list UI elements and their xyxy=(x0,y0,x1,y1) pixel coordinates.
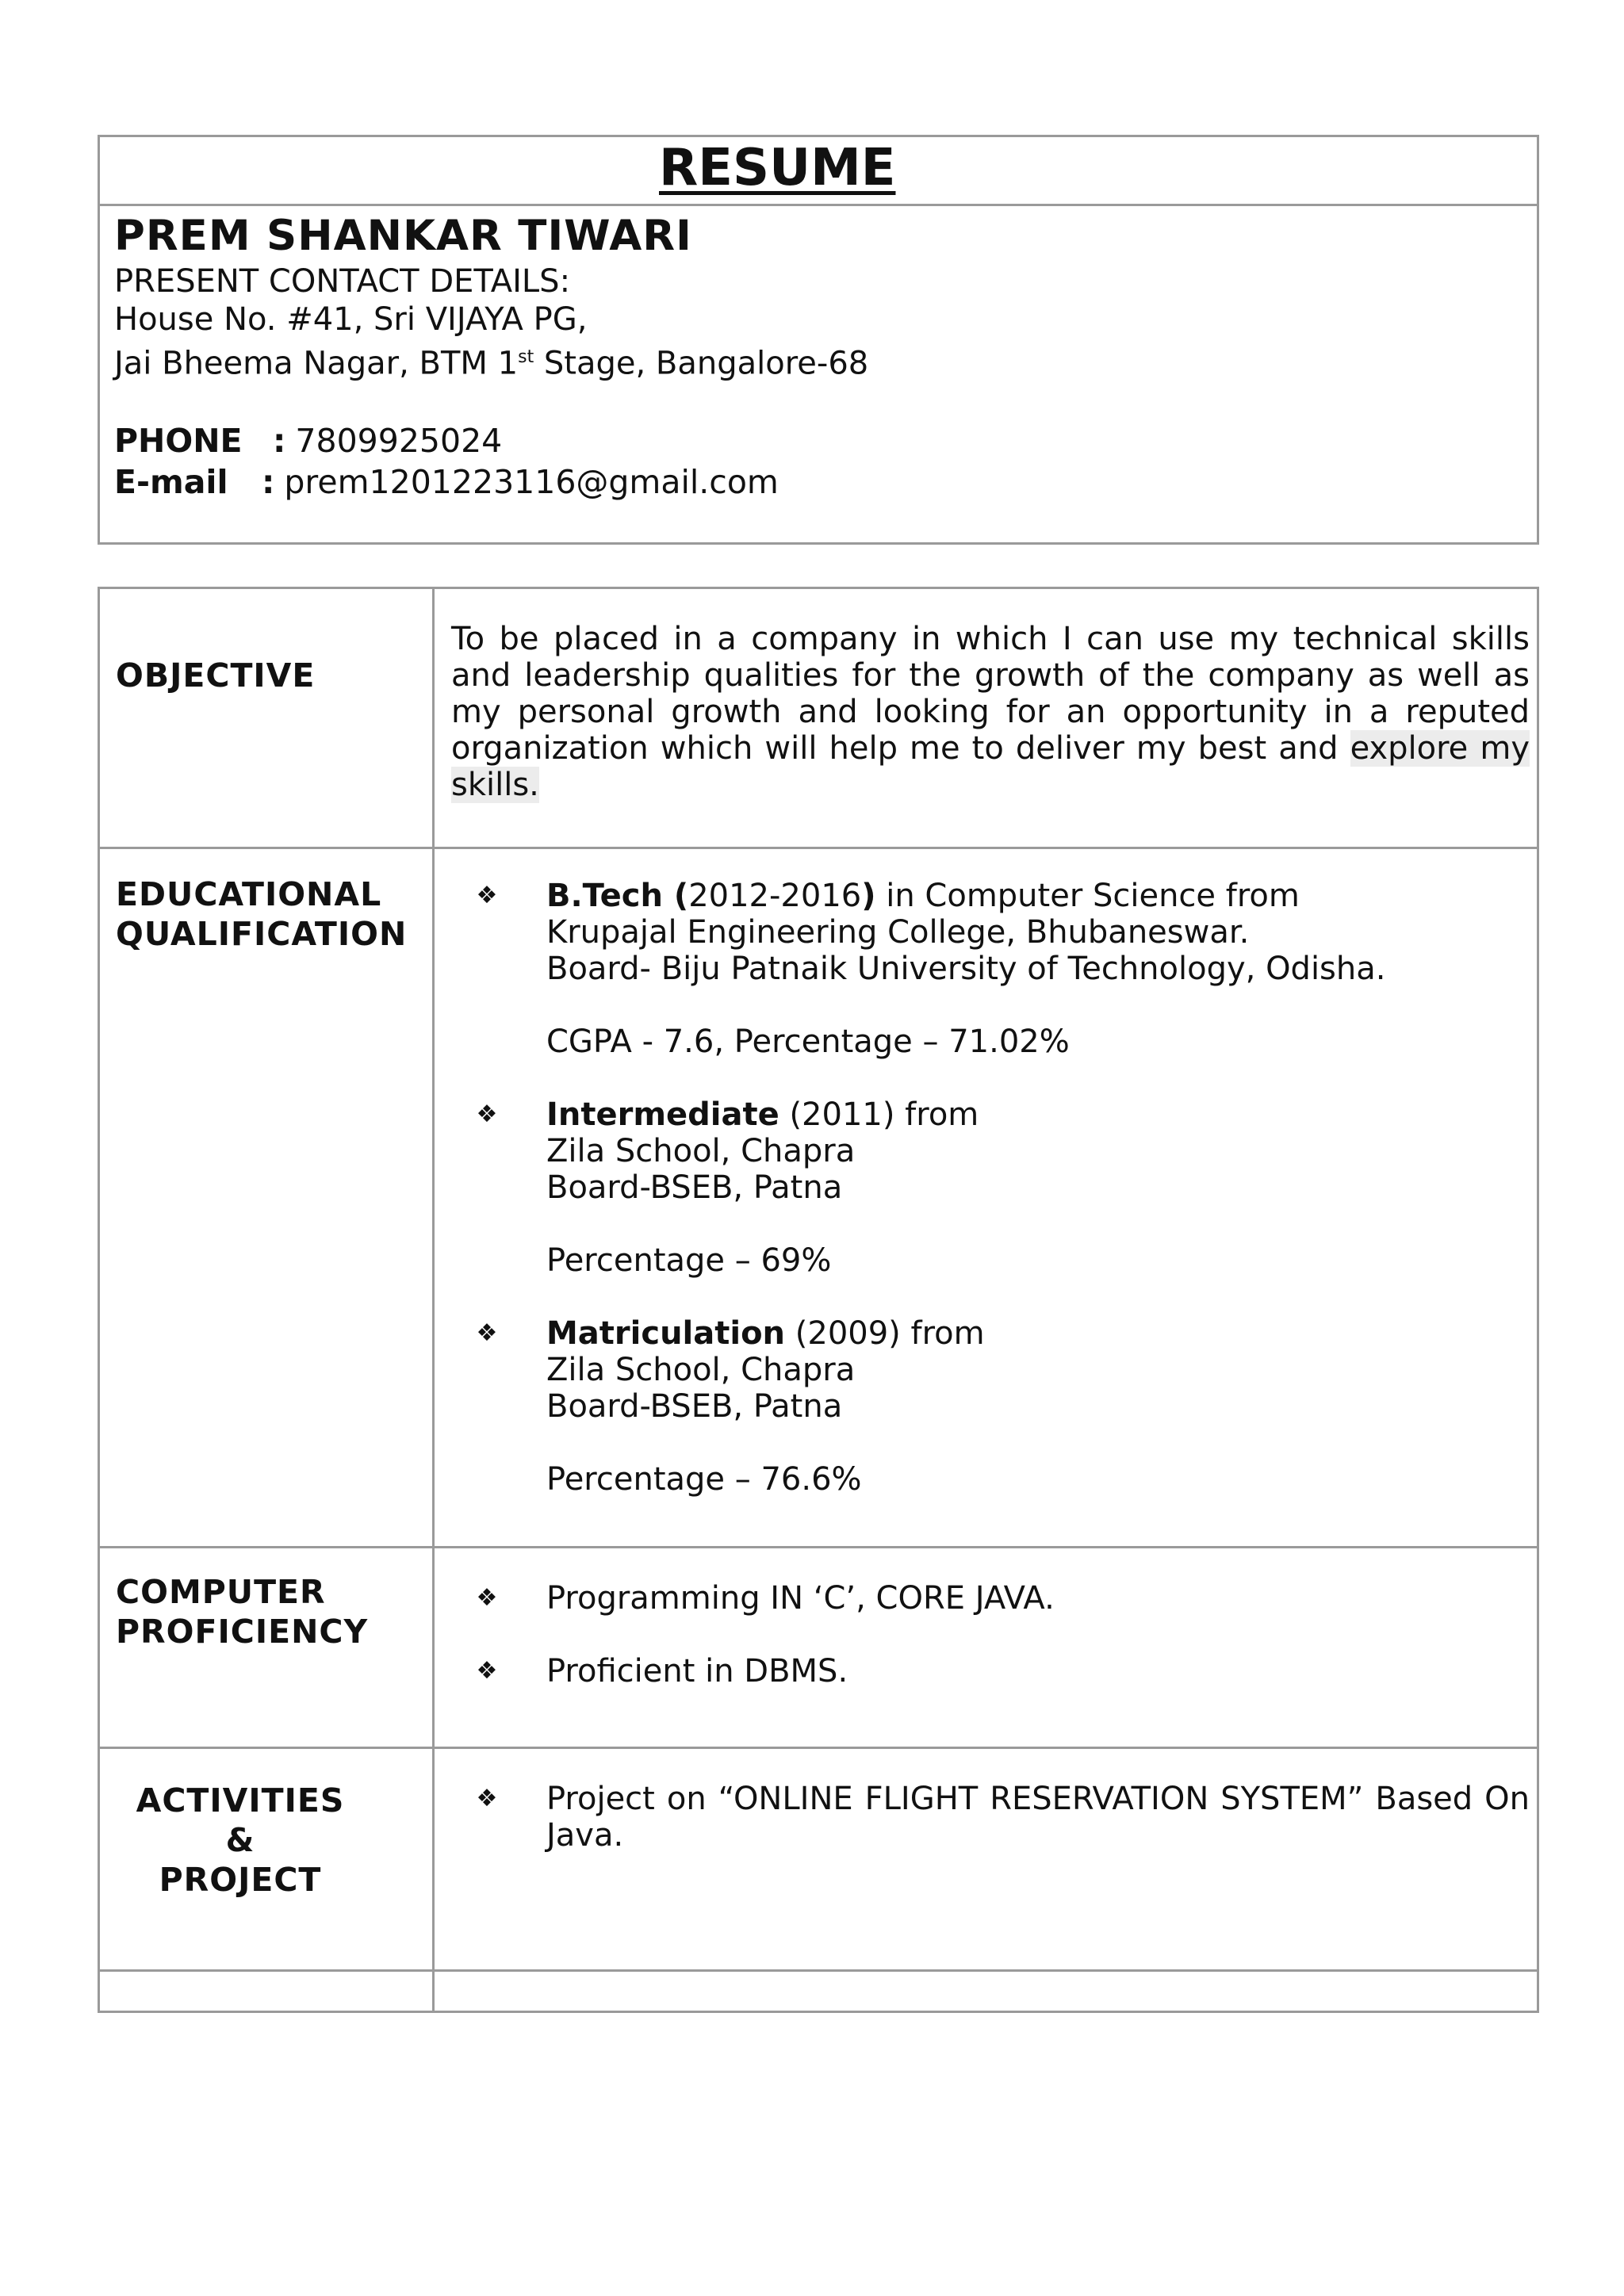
objective-row xyxy=(100,589,1537,849)
diamond-bullet-icon: ❖ xyxy=(476,882,498,909)
institution: Zila School, Chapra xyxy=(546,1133,856,1169)
empty-row xyxy=(100,1972,1537,2015)
objective-text xyxy=(451,621,1530,803)
education-item xyxy=(451,1096,1530,1279)
project-text: Project on “ONLINE FLIGHT RESERVATION SYSTEM” Based On Java. xyxy=(546,1781,1530,1854)
diamond-bullet-icon: ❖ xyxy=(476,1584,498,1612)
education-row xyxy=(100,849,1537,1548)
diamond-bullet-icon: ❖ xyxy=(476,1785,498,1812)
skill-text: Proficient in DBMS. xyxy=(546,1653,848,1689)
diamond-bullet-icon: ❖ xyxy=(476,1657,498,1685)
degree: Matriculation xyxy=(546,1315,786,1352)
project-item xyxy=(451,1781,1530,1854)
computer-label-line-2: PROFICIENCY xyxy=(116,1613,369,1651)
phone-value: 7809925024 xyxy=(295,422,503,461)
address-line-2-start: Jai Bheema Nagar, BTM 1 xyxy=(114,345,519,382)
candidate-name: PREM SHANKAR TIWARI xyxy=(114,212,692,260)
phone-colon: : xyxy=(273,422,286,461)
diamond-bullet-icon: ❖ xyxy=(476,1100,498,1128)
email-row xyxy=(114,461,1510,503)
degree: B.Tech xyxy=(546,878,663,914)
objective-label: OBJECTIVE xyxy=(116,656,316,695)
computer-list xyxy=(451,1580,1530,1689)
activities-label-line-1: ACTIVITIES xyxy=(136,1781,345,1820)
education-item-heading xyxy=(546,1096,1530,1133)
years-open: ( xyxy=(662,878,689,914)
objective-text-highlight: explore my skills. xyxy=(451,730,1530,803)
computer-label-line-1: COMPUTER xyxy=(116,1573,326,1611)
activities-row xyxy=(100,1749,1537,1972)
ordinal-suffix: st xyxy=(518,347,534,367)
skill-item xyxy=(451,1653,1530,1689)
activities-list xyxy=(451,1781,1530,1854)
email-value: prem1201223116@gmail.com xyxy=(284,463,779,502)
degree-rest: (2011) from xyxy=(779,1096,979,1133)
education-label-line-2: QUALIFICATION xyxy=(116,915,408,953)
education-item xyxy=(451,1315,1530,1498)
computer-row xyxy=(100,1548,1537,1749)
skill-text: Programming IN ‘C’, CORE JAVA. xyxy=(546,1580,1055,1617)
address-line-2-end: Stage, Bangalore-68 xyxy=(534,345,869,382)
years-close: ) xyxy=(861,878,876,914)
email-label: E-mail xyxy=(114,463,228,502)
degree: Intermediate xyxy=(546,1096,779,1133)
board: Board-BSEB, Patna xyxy=(546,1169,843,1206)
activities-label-line-3: PROJECT xyxy=(159,1861,322,1899)
objective-text-main: To be placed in a company in which I can use my technical skills and leadership qualities for the growth of the company as well as my personal growth and looking for an opportunity in a reputed organization which will help me to deliver my best and xyxy=(451,621,1530,767)
score: Percentage – 69% xyxy=(546,1242,832,1279)
degree-rest: in Computer Science from xyxy=(875,878,1300,914)
board: Board-BSEB, Patna xyxy=(546,1388,843,1425)
resume-table xyxy=(98,587,1539,2013)
email-colon: : xyxy=(262,463,275,502)
title-row xyxy=(100,137,1537,206)
education-label xyxy=(116,874,407,954)
address-line-1: House No. #41, Sri VIJAYA PG, xyxy=(114,301,588,338)
score: Percentage – 76.6% xyxy=(546,1461,862,1498)
education-item xyxy=(451,878,1530,1060)
score: CGPA - 7.6, Percentage – 71.02% xyxy=(546,1024,1070,1060)
activities-label xyxy=(125,1781,355,1900)
computer-label xyxy=(116,1572,368,1651)
contact-details xyxy=(114,210,1510,503)
institution: Zila School, Chapra xyxy=(546,1352,856,1388)
contact-heading: PRESENT CONTACT DETAILS: xyxy=(114,263,571,300)
education-item-heading xyxy=(546,1315,1530,1352)
skill-item xyxy=(451,1580,1530,1617)
institution: Krupajal Engineering College, Bhubaneswar. xyxy=(546,914,1250,951)
activities-label-line-2: & xyxy=(225,1821,255,1859)
phone-row xyxy=(114,420,1510,461)
education-label-line-1: EDUCATIONAL xyxy=(116,875,382,913)
phone-label: PHONE xyxy=(114,422,243,461)
resume-title: RESUME xyxy=(659,139,896,197)
header-box xyxy=(98,135,1539,545)
years: 2012-2016 xyxy=(688,878,862,914)
degree-rest: (2009) from xyxy=(785,1315,985,1352)
board: Board- Biju Patnaik University of Technology, Odisha. xyxy=(546,951,1386,987)
education-list xyxy=(451,878,1530,1498)
education-item-heading xyxy=(546,878,1530,914)
diamond-bullet-icon: ❖ xyxy=(476,1319,498,1347)
address-line-2 xyxy=(114,339,1510,382)
